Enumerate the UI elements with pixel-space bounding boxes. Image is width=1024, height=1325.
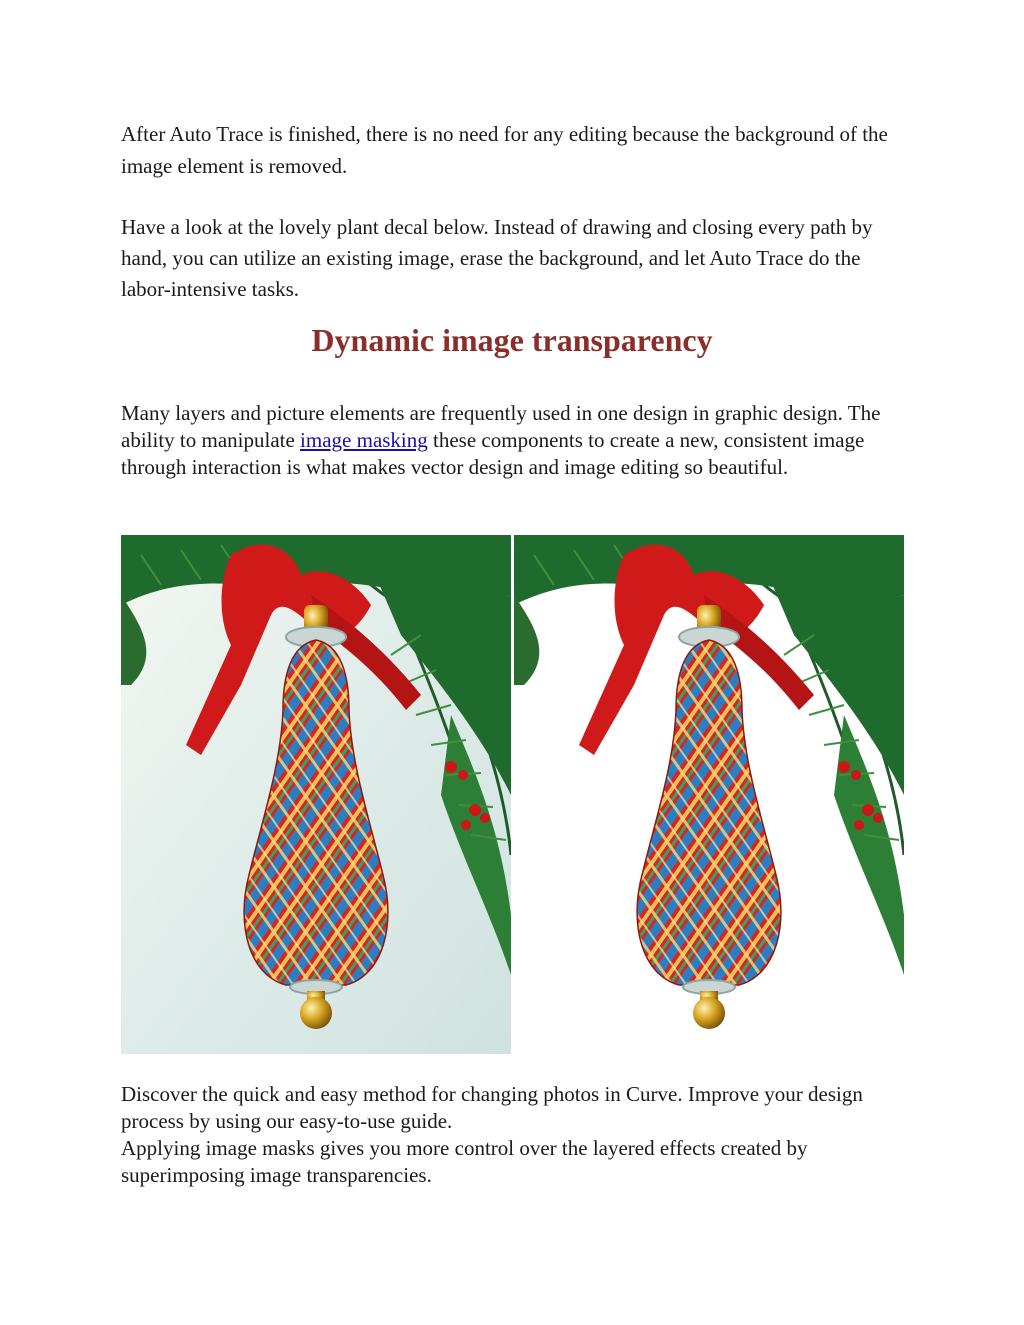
intro-paragraph-1: After Auto Trace is finished, there is no need for any editing because the background of the image element is removed. bbox=[121, 122, 888, 178]
closing-line-1: Discover the quick and easy method for changing photos in Curve. Improve your design process by using our easy-to-use guide. bbox=[121, 1082, 863, 1133]
closing-paragraph bbox=[121, 1081, 911, 1189]
closing-line-2: Applying image masks gives you more control over the layered effects created by superimposing image transparencies. bbox=[121, 1136, 808, 1187]
ornament-original-illustration bbox=[121, 535, 511, 1054]
section-paragraph bbox=[121, 400, 911, 481]
ornament-transparent-illustration bbox=[514, 535, 904, 1054]
section-text-after-link: these components to create a new, consistent image through interaction is what makes vector design and image editing so beautiful. bbox=[121, 428, 865, 479]
section-text-before-link: Many layers and picture elements are frequently used in one design in graphic design. The ability to manipulate bbox=[121, 401, 881, 452]
ornament-photo-original bbox=[121, 535, 511, 1054]
section-heading: Dynamic image transparency bbox=[311, 322, 713, 358]
image-masking-link[interactable]: image masking bbox=[300, 428, 428, 452]
ornament-photo-background-removed bbox=[514, 535, 904, 1054]
intro-paragraph-2: Have a look at the lovely plant decal below. Instead of drawing and closing every path by hand, you can utilize an existing image, erase the background, and let Auto Trace do the labor-intensive tasks. bbox=[121, 215, 873, 301]
